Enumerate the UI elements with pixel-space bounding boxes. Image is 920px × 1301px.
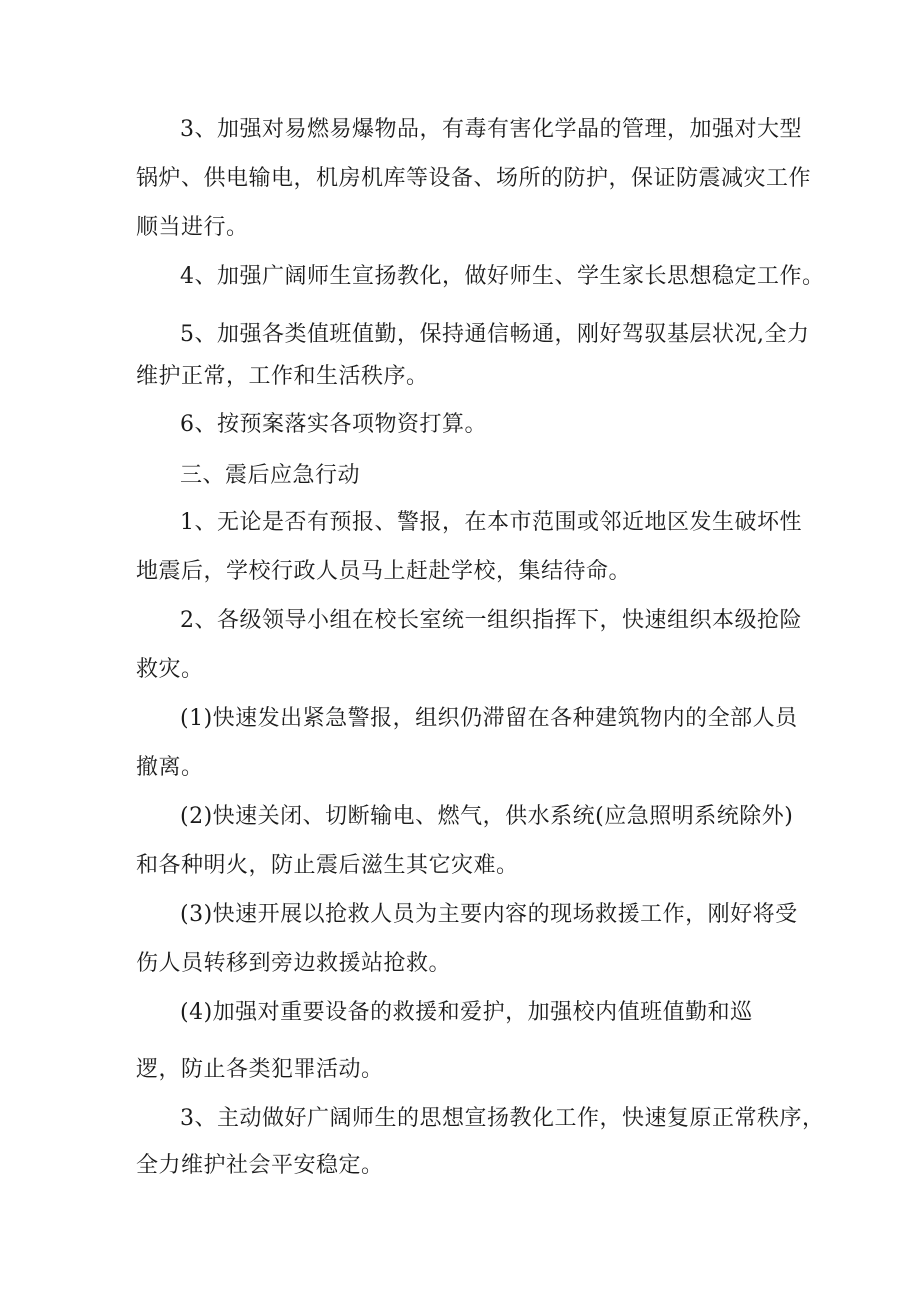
text-line: 救灾。 bbox=[136, 657, 204, 682]
text-line: 地震后，学校行政人员马上赶赴学校，集结待命。 bbox=[136, 559, 632, 584]
text-line: 和各种明火，防止震后滋生其它灾难。 bbox=[136, 853, 519, 878]
text-line: 撤离。 bbox=[136, 755, 204, 780]
text-line: 锅炉、供电输电，机房机库等设备、场所的防护，保证防震减灾工作 bbox=[136, 166, 812, 191]
text-line: (1)快速发出紧急警报，组织仍滞留在各种建筑物内的全部人员 bbox=[180, 706, 798, 731]
text-line: (4)加强对重要设备的救援和爱护，加强校内值班值勤和巡 bbox=[180, 1000, 753, 1025]
text-line: 5、加强各类值班值勤，保持通信畅通，刚好驾驭基层状况,全力 bbox=[180, 322, 810, 347]
text-line: 维护正常，工作和生活秩序。 bbox=[136, 364, 429, 389]
text-line: 1、无论是否有预报、警报，在本市范围或邻近地区发生破坏性 bbox=[180, 510, 802, 535]
text-line: 3、主动做好广阔师生的思想宣扬教化工作，快速复原正常秩序， bbox=[180, 1106, 825, 1131]
text-line: 2、各级领导小组在校长室统一组织指挥下，快速组织本级抢险 bbox=[180, 608, 802, 633]
text-line: 全力维护社会平安稳定。 bbox=[136, 1153, 384, 1178]
text-line: 顺当进行。 bbox=[136, 215, 249, 240]
text-line: 6、按预案落实各项物资打算。 bbox=[180, 412, 487, 437]
text-line: 伤人员转移到旁边救援站抢救。 bbox=[136, 951, 452, 976]
text-line: 3、加强对易燃易爆物品，有毒有害化学晶的管理，加强对大型 bbox=[180, 117, 802, 142]
text-line: 逻，防止各类犯罪活动。 bbox=[136, 1057, 384, 1082]
section-heading: 三、震后应急行动 bbox=[180, 463, 361, 488]
text-line: (3)快速开展以抢救人员为主要内容的现场救援工作，刚好将受 bbox=[180, 902, 798, 927]
text-line: 4、加强广阔师生宣扬教化，做好师生、学生家长思想稳定工作。 bbox=[180, 264, 825, 289]
text-line: (2)快速关闭、切断输电、燃气，供水系统(应急照明系统除外) bbox=[180, 804, 794, 829]
